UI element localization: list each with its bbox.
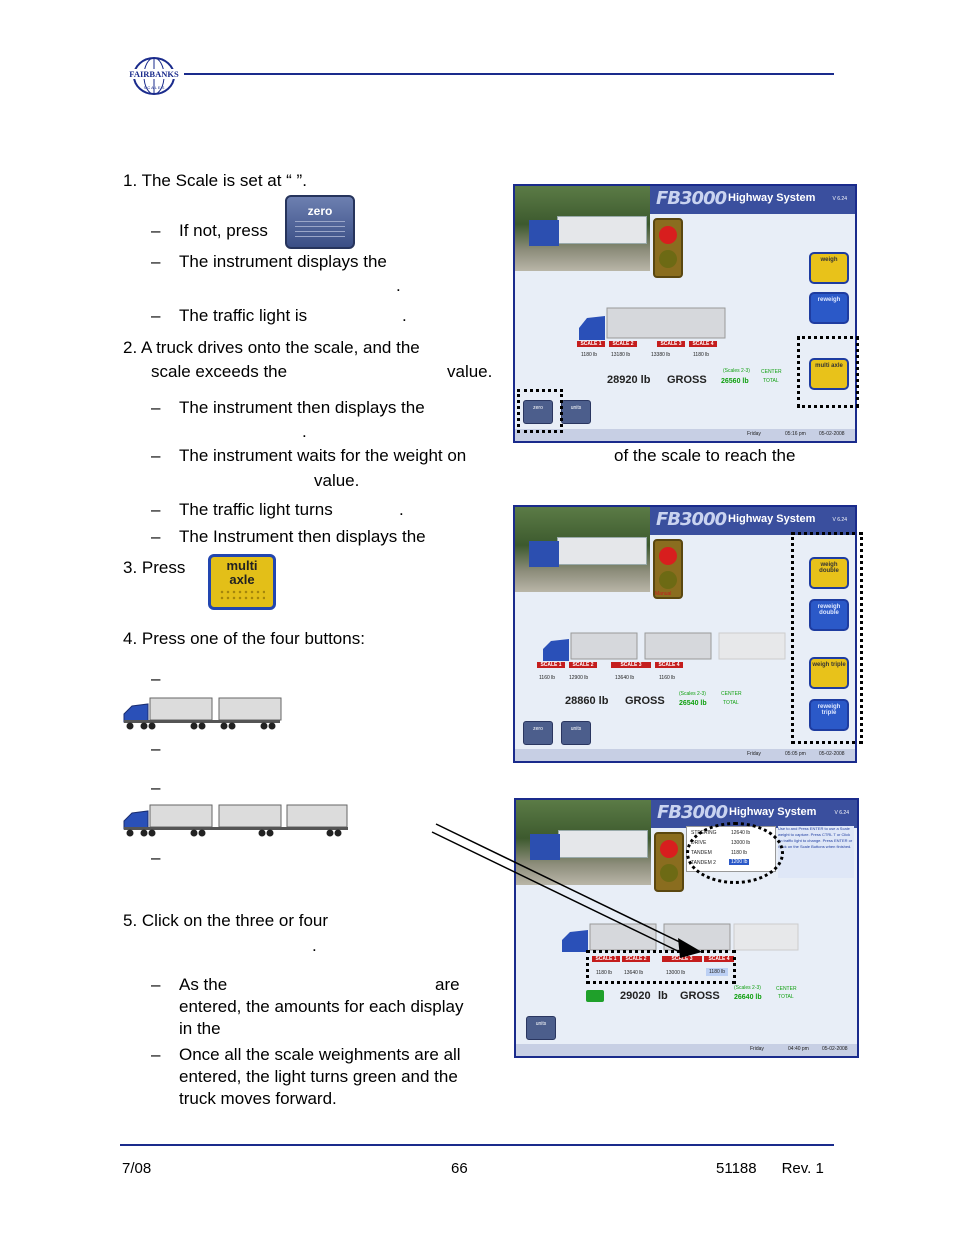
step-5a-l2: entered, the amounts for each display — [179, 997, 464, 1016]
option-4-dash: – — [151, 848, 161, 867]
scale-3-bar: SCALE 3 — [662, 956, 702, 962]
step-2d-dash: – — [151, 527, 161, 546]
scale-note: (Scales 2-3) — [723, 368, 750, 374]
step-2a: The instrument then displays the — [179, 398, 425, 417]
scale-3-bar: SCALE 3 — [657, 341, 685, 347]
zero-button-label: zero — [307, 204, 333, 218]
weight-unit: lb — [658, 990, 668, 1002]
scale-1-value: 1180 lb — [581, 352, 598, 358]
scale-4-value: 1160 lb — [659, 675, 676, 681]
scale-4-bar: SCALE 4 — [689, 341, 717, 347]
svg-text:S C A L E S: S C A L E S — [143, 85, 165, 90]
weigh-triple-button[interactable]: weigh triple — [809, 657, 849, 689]
scale-4-value: 1180 lb — [693, 352, 710, 358]
scale-1-bar: SCALE 1 — [577, 341, 605, 347]
step-2a-dash: – — [151, 398, 161, 417]
brand-title: FB3000 — [656, 188, 727, 209]
center-label: CENTER — [721, 691, 742, 697]
option-1-dash: – — [151, 669, 161, 688]
double-trailer-truck-icon — [122, 696, 284, 732]
step-2-cont: scale exceeds the — [151, 362, 288, 381]
footer-rule — [120, 1144, 834, 1146]
truck-photo — [515, 186, 650, 271]
step-2b: The instrument waits for the weight on — [179, 446, 467, 465]
step-5b-l3: truck moves forward. — [179, 1089, 337, 1108]
multi-axle-button[interactable]: multi axle — [809, 358, 849, 390]
weight-mode: GROSS — [625, 695, 665, 707]
step-2a-end: . — [302, 422, 307, 441]
scale-2-value: 12900 lb — [569, 675, 589, 681]
footer-date: 7/08 — [122, 1160, 152, 1177]
step-1a: If not, press — [179, 221, 268, 240]
scale-4-value-selected[interactable]: 1180 lb — [706, 968, 728, 976]
reweigh-double-button[interactable]: reweigh double — [809, 599, 849, 631]
gross-weight: 28920 lb — [607, 374, 651, 386]
step-1: 1. The Scale is set at “ ”. — [123, 171, 307, 190]
scale-1-value: 1160 lb — [539, 675, 556, 681]
units-button[interactable]: units — [561, 400, 591, 424]
doc-number: 51188 Rev. 1 — [716, 1160, 824, 1177]
help-text: Use to and Press ENTER to use a Scale weight to capture. Press CTRL T or Click on traffic light to change. — [778, 826, 851, 843]
scale-1-bar: SCALE 1 — [592, 956, 620, 962]
step-2c-end: . — [399, 500, 404, 519]
weigh-button[interactable]: weigh — [809, 252, 849, 284]
zero-button-illustration — [285, 195, 355, 249]
total-label: TOTAL — [778, 994, 794, 1000]
weight-mode: GROSS — [667, 374, 707, 386]
step-2c: The traffic light turns — [179, 500, 333, 519]
scale-4-bar: SCALE 4 — [704, 956, 734, 962]
axle-value: 1180 lb — [731, 850, 748, 856]
manual-label: Manual — [655, 591, 672, 597]
scale-3-value: 13000 lb — [666, 970, 686, 976]
axle-name: STEERING — [691, 830, 717, 836]
truck-photo — [515, 507, 650, 592]
weigh-double-button[interactable]: weigh double — [809, 557, 849, 589]
highlight-multi-axle — [797, 336, 859, 408]
truck-graphic-icon — [577, 304, 727, 344]
step-1c-end: . — [402, 306, 407, 325]
step-2b-mid: of the scale to reach the — [614, 446, 796, 465]
fairbanks-logo — [124, 56, 184, 96]
help-text-2: Press ENTER or Click on the Scale Buttons when finished. — [778, 838, 853, 849]
total-label: TOTAL — [723, 700, 739, 706]
center-weight: 26640 lb — [734, 994, 762, 1001]
triple-trailer-truck-icon — [122, 803, 352, 839]
step-2b-end: value. — [314, 471, 360, 490]
title-bar — [650, 186, 855, 214]
scale-note: (Scales 2-3) — [734, 985, 761, 991]
page-number: 66 — [451, 1160, 468, 1177]
status-bar: Friday 04:40 pm 05-02-2008 — [516, 1044, 857, 1056]
scale-3-value: 13640 lb — [615, 675, 635, 681]
scale-4-bar: SCALE 4 — [655, 662, 683, 668]
axle-value: 13000 lb — [731, 840, 751, 846]
step-4: 4. Press one of the four buttons: — [123, 629, 365, 648]
status-bar: Friday 05:16 pm 05-02-2008 — [515, 429, 855, 441]
title-bar: FB3000 Highway System V 6.24 — [650, 507, 855, 535]
step-5a-dash: – — [151, 975, 161, 994]
scale-3-bar: SCALE 3 — [611, 662, 651, 668]
button-dots-icon — [219, 589, 265, 601]
gross-weight: 28860 lb — [565, 695, 609, 707]
axle-name: TANDEM — [691, 850, 712, 856]
weight-mode: GROSS — [680, 990, 720, 1002]
center-weight: 26540 lb — [679, 700, 707, 707]
option-3-dash: – — [151, 778, 161, 797]
help-box — [778, 826, 854, 878]
scale-2-value: 13180 lb — [611, 352, 631, 358]
step-2b-dash: – — [151, 446, 161, 465]
zero-button[interactable]: zero — [523, 400, 553, 424]
svg-text:FAIRBANKS: FAIRBANKS — [129, 69, 179, 79]
step-5a-l1: As the — [179, 975, 228, 994]
step-2: 2. A truck drives onto the scale, and the — [123, 338, 420, 357]
step-5-end: . — [312, 936, 317, 955]
step-2d: The Instrument then displays the — [179, 527, 426, 546]
highlight-trailer-buttons — [791, 532, 863, 744]
scale-1-value: 1180 lb — [596, 970, 613, 976]
step-3: 3. Press — [123, 558, 186, 577]
scale-3-value: 13380 lb — [651, 352, 671, 358]
step-2-end: value. — [447, 362, 493, 381]
scale-2-bar: SCALE 2 — [609, 341, 637, 347]
step-5b-dash: – — [151, 1045, 161, 1064]
axle-name: DRIVE — [691, 840, 707, 846]
scale-note: (Scales 2-3) — [679, 691, 706, 697]
truck-graphic-icon — [541, 631, 787, 665]
axle-value-selected[interactable]: 1200 lb — [731, 859, 748, 865]
reweigh-triple-button[interactable]: reweigh triple — [809, 699, 849, 731]
highlight-zero — [517, 389, 563, 433]
center-label: CENTER — [761, 369, 782, 375]
axle-name: TANDEM 2 — [691, 860, 716, 866]
step-1c-dash: – — [151, 306, 161, 325]
units-button[interactable]: units — [561, 721, 591, 745]
reweigh-button[interactable]: reweigh — [809, 292, 849, 324]
step-5: 5. Click on the three or four — [123, 911, 329, 930]
scale-2-value: 13640 lb — [624, 970, 644, 976]
multi-axle-label: multi axle — [226, 558, 258, 587]
scale-2-bar: SCALE 2 — [569, 662, 597, 668]
units-button[interactable]: units — [526, 1016, 556, 1040]
gross-weight: 29020 — [620, 990, 651, 1002]
step-1b-end: . — [396, 276, 401, 295]
center-label: CENTER — [776, 986, 797, 992]
step-5a-l1-end: are — [435, 975, 460, 994]
app-title: Highway System — [728, 192, 816, 204]
step-1b-dash: – — [151, 252, 161, 271]
button-lines-icon — [295, 221, 345, 241]
title-bar: FB3000 Highway System V 6.24 — [651, 800, 857, 828]
step-1c: The traffic light is — [179, 306, 308, 325]
multi-axle-button-illustration — [208, 554, 276, 610]
step-2c-dash: – — [151, 500, 161, 519]
total-label: TOTAL — [763, 378, 779, 384]
header-rule — [184, 73, 834, 75]
step-1b: The instrument displays the — [179, 252, 387, 271]
step-5b-l1: Once all the scale weighments are all — [179, 1045, 461, 1064]
status-bar: Friday 05:05 pm 05-02-2008 — [515, 749, 855, 761]
green-light-icon — [586, 990, 604, 1002]
version: V 6.24 — [832, 196, 847, 202]
option-2-dash: – — [151, 739, 161, 758]
scale-1-bar: SCALE 1 — [537, 662, 565, 668]
zero-button[interactable]: zero — [523, 721, 553, 745]
step-1a-dash: – — [151, 221, 161, 240]
scale-2-bar: SCALE 2 — [622, 956, 650, 962]
traffic-light-icon — [653, 539, 683, 599]
axle-value: 12640 lb — [731, 830, 751, 836]
step-5a-l3: in the — [179, 1019, 221, 1038]
traffic-light-icon — [653, 218, 683, 278]
callout-arrow-icon — [430, 820, 710, 960]
step-5b-l2: entered, the light turns green and the — [179, 1067, 458, 1086]
center-weight: 26560 lb — [721, 378, 749, 385]
